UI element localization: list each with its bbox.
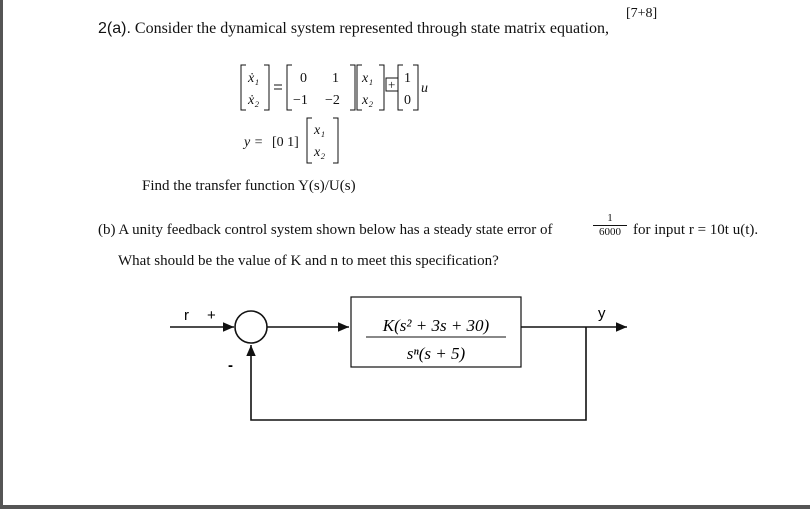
input-u: u	[421, 81, 428, 96]
b1: 1	[404, 71, 411, 86]
marks-label: [7+8]	[626, 6, 658, 21]
part-b-text: (b) A unity feedback control system shown below has a steady state error of	[98, 222, 553, 238]
tf-denominator: sⁿ(s + 5)	[406, 344, 466, 363]
tf-numerator: K(s² + 3s + 30)	[382, 316, 490, 335]
part-a-prompt: Find the transfer function Y(s)/U(s)	[142, 178, 356, 194]
a21: −1	[293, 93, 308, 108]
feedback-path	[251, 327, 586, 420]
c-row: [0 1]	[272, 135, 299, 150]
plus-sign: +	[207, 307, 216, 324]
part-a-text: Consider the dynamical system represented through state matrix equation,	[134, 20, 609, 37]
minus-sign: -	[228, 357, 233, 374]
error-denominator: 6000	[599, 226, 621, 238]
question-number: 2(a).	[98, 20, 131, 37]
x2-out: x₂	[314, 145, 326, 160]
x1-out: x₁	[314, 123, 326, 138]
x2: x₂	[362, 93, 374, 108]
a22: −2	[325, 93, 340, 108]
a11: 0	[300, 71, 307, 86]
input-label: r	[184, 307, 189, 324]
xdot2: ẋ₂	[248, 93, 260, 108]
b2: 0	[404, 93, 411, 108]
output-label: y	[598, 305, 606, 322]
x1: x₁	[362, 71, 374, 86]
part-b-input-text: for input r = 10t u(t).	[633, 222, 759, 238]
summing-junction	[235, 311, 267, 343]
plus: +	[388, 77, 396, 92]
a12: 1	[332, 71, 339, 86]
y-lhs: y =	[244, 135, 264, 150]
part-b-question: What should be the value of K and n to meet this specification?	[118, 253, 499, 269]
xdot1: ẋ₁	[248, 71, 260, 86]
error-numerator: 1	[593, 212, 627, 226]
